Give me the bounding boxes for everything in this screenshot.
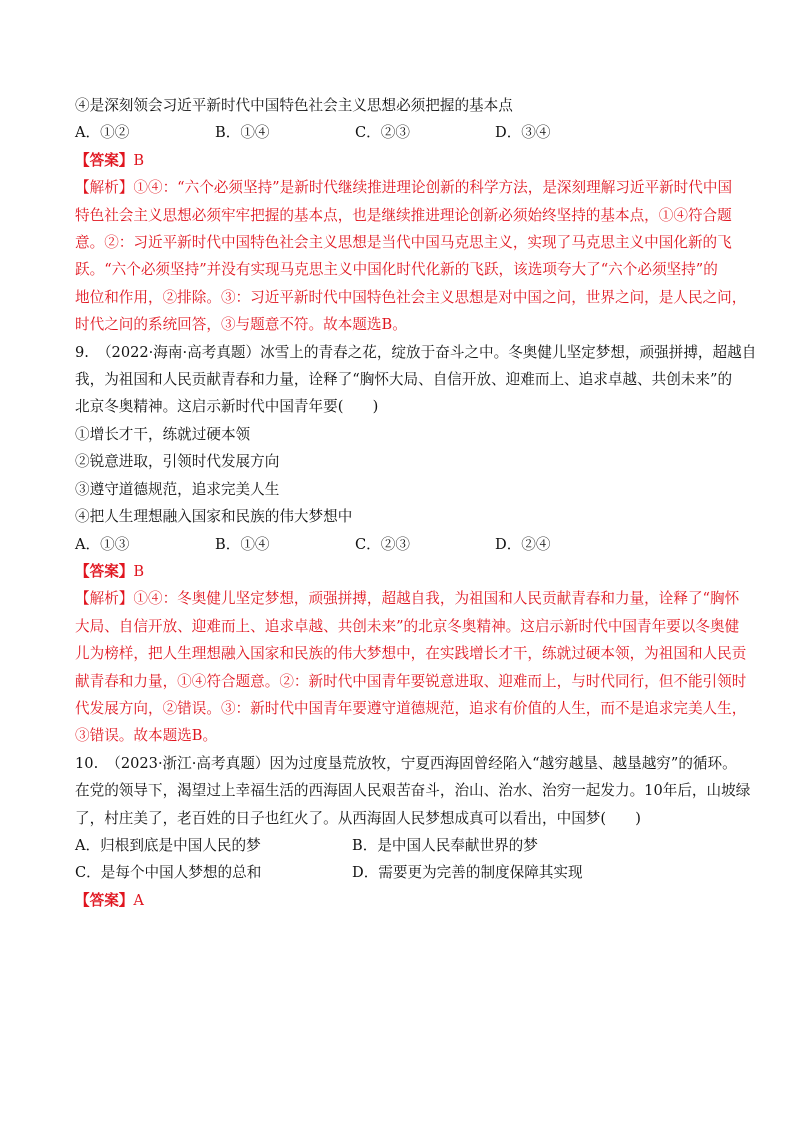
answer-line	[75, 887, 727, 914]
question-stem-line: 我，为祖国和人民贡献青春和力量，诠释了“胸怀大局、自信开放、迎难而上、追求卓越、共创未来”的	[75, 371, 733, 389]
answer-value: B	[133, 562, 145, 580]
option-d: D．②④	[495, 535, 551, 553]
question-stem-text: （2023·浙江·高考真题）因为过度垦荒放牧，宁夏西海固曾经陷入“越穷越垦、越垦越穷”的循环。	[106, 754, 737, 772]
analysis-line: 儿为榜样，把人生理想融入国家和民族的伟大梦想中，在实践增长才干，练就过硬本领，为祖国和人民贡	[75, 645, 747, 663]
analysis-line: 时代之问的系统回答，③与题意不符。故本题选B。	[75, 316, 407, 334]
option-b: B．是中国人民奉献世界的梦	[352, 836, 538, 854]
question-stem-line: 在党的领导下，渴望过上幸福生活的西海固人民艰苦奋斗，治山、治水、治穷一起发力。10年后，山坡绿	[75, 782, 751, 800]
option-c: C．②③	[355, 124, 410, 142]
options-row	[75, 859, 727, 886]
analysis-line: ③错误。故本题选B。	[75, 727, 218, 745]
question-item: ①增长才干，练就过硬本领	[75, 425, 251, 443]
question-stem-line: 了，村庄美了，老百姓的日子也红火了。从西海固人民梦想成真可以看出，中国梦( )	[75, 809, 641, 827]
answer-line	[75, 147, 727, 174]
answer-value: A	[133, 891, 144, 909]
analysis-block	[75, 174, 747, 338]
analysis-line: 跃。“六个必须坚持”并没有实现马克思主义中国化时代化新的飞跃，该选项夸大了“六个必须坚持”的	[75, 261, 718, 279]
options-row	[75, 832, 727, 859]
option-a: A．归根到底是中国人民的梦	[75, 836, 261, 854]
page-content	[75, 92, 757, 914]
options-row	[75, 119, 727, 146]
analysis-block	[75, 585, 747, 749]
answer-value: B	[133, 151, 145, 169]
question-stem-line	[75, 750, 737, 777]
answer-line	[75, 558, 727, 585]
analysis-line: 献青春和力量，①④符合题意。②：新时代中国青年要锐意进取、迎难而上，与时代同行，但不能引领时	[75, 672, 747, 690]
analysis-line: 【解析】①④：冬奥健儿坚定梦想，顽强拼搏，超越自我，为祖国和人民贡献青春和力量，诠释了“胸怀	[75, 590, 740, 608]
analysis-line: 意。②：习近平新时代中国特色社会主义思想是当代中国马克思主义，实现了马克思主义中国化新的飞	[75, 234, 732, 252]
option-d: D．③④	[495, 124, 551, 142]
question-stem-line	[75, 339, 757, 366]
analysis-line: 代发展方向，②错误。③：新时代中国青年要遵守道德规范，追求有价值的人生，而不是追求完美人生，	[75, 699, 747, 717]
question-number: 10.	[75, 754, 99, 772]
question-stem-line: 北京冬奥精神。这启示新时代中国青年要( )	[75, 398, 379, 416]
question-number: 9.	[75, 343, 89, 361]
option-b: B．①④	[215, 535, 270, 553]
question-item: ②锐意进取，引领时代发展方向	[75, 453, 280, 471]
question-stem-text: （2022·海南·高考真题）冰雪上的青春之花，绽放于奋斗之中。冬奥健儿坚定梦想，顽强拼搏，超越自	[96, 343, 757, 361]
analysis-line: 特色社会主义思想必须牢牢把握的基本点，也是继续推进理论创新必须始终坚持的基本点，①④符合题	[75, 206, 732, 224]
option-a: A．①③	[75, 535, 130, 553]
option-b: B．①④	[215, 124, 270, 142]
analysis-line: 【解析】①④：“六个必须坚持”是新时代继续推进理论创新的科学方法，是深刻理解习近平新时代中国	[75, 179, 733, 197]
question-item: ④把人生理想融入国家和民族的伟大梦想中	[75, 508, 353, 526]
option-a: A．①②	[75, 124, 130, 142]
analysis-line: 地位和作用，②排除。③：习近平新时代中国特色社会主义思想是对中国之问，世界之问，是人民之问，	[75, 288, 747, 306]
option-c: C．是每个中国人梦想的总和	[75, 864, 262, 882]
answer-label: 【答案】	[75, 891, 134, 909]
analysis-line: 大局、自信开放、迎难而上、追求卓越、共创未来”的北京冬奥精神。这启示新时代中国青年要以冬奥健	[75, 617, 740, 635]
question-10	[75, 750, 751, 914]
question-item: ④是深刻领会习近平新时代中国特色社会主义思想必须把握的基本点	[75, 97, 513, 114]
answer-label: 【答案】	[75, 562, 134, 580]
answer-label: 【答案】	[75, 151, 134, 169]
option-c: C．②③	[355, 535, 410, 553]
question-9	[75, 339, 757, 750]
question-item: ③遵守道德规范，追求完美人生	[75, 480, 280, 498]
option-d: D．需要更为完善的制度保障其实现	[352, 864, 583, 882]
options-row	[75, 531, 727, 558]
